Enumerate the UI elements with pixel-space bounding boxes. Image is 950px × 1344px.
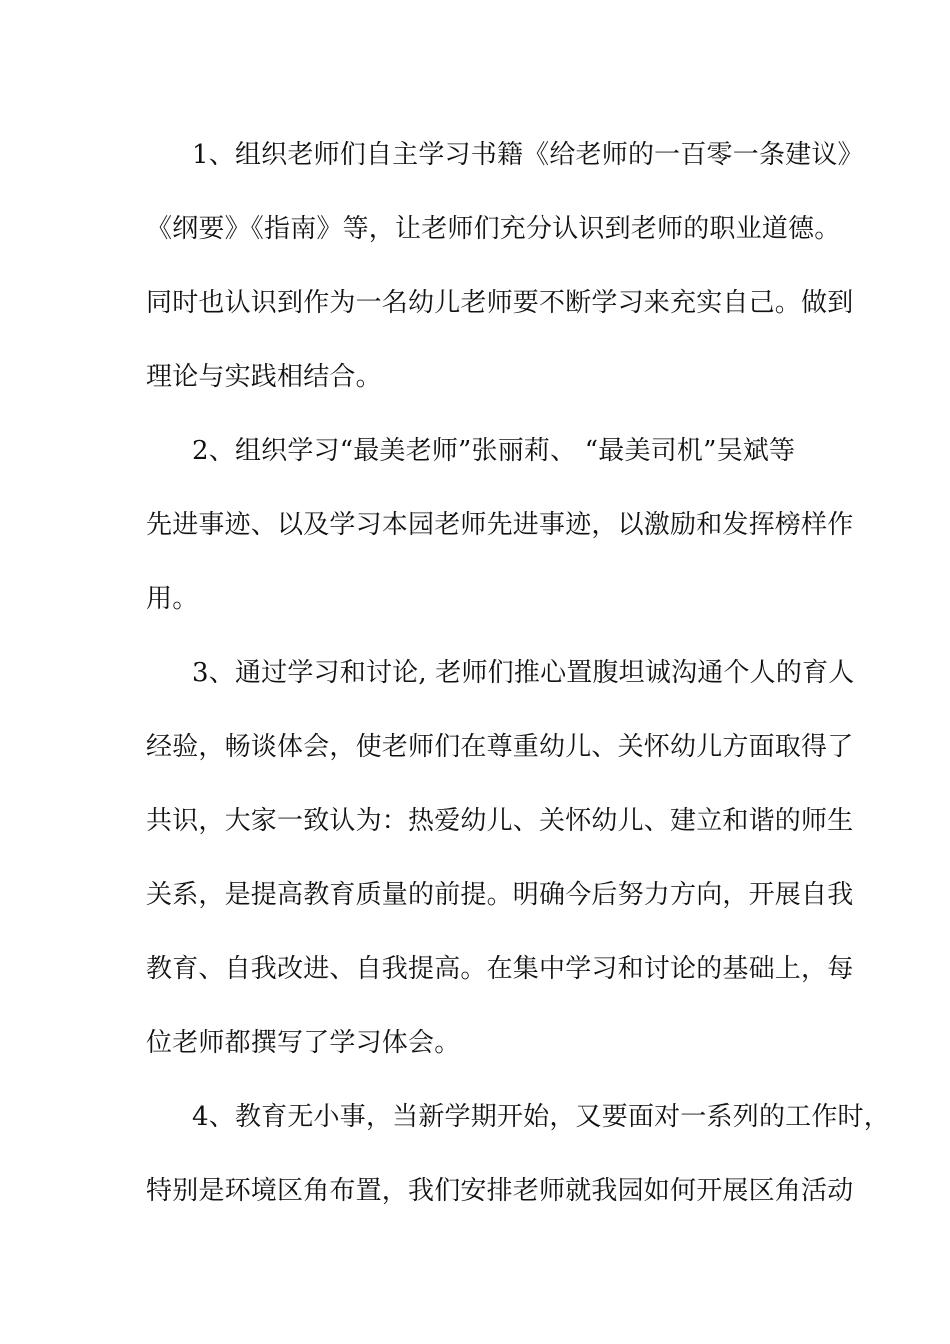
document-body — [146, 118, 890, 1228]
paragraph-1-line-4: 理论与实践相结合。 — [146, 362, 382, 392]
paragraph-3-line-3: 共识，大家一致认为：热爱幼儿、关怀幼儿、建立和谐的师生 — [146, 806, 854, 836]
paragraph-4-line-1: 4、教育无小事，当新学期开始，又要面对一系列的工作时， — [192, 1102, 890, 1132]
paragraph-1-line-3: 同时也认识到作为一名幼儿老师要不断学习来充实自己。做到 — [146, 288, 854, 318]
paragraph-3-line-4: 关系，是提高教育质量的前提。明确今后努力方向，开展自我 — [146, 880, 854, 910]
paragraph-2-line-3: 用。 — [146, 584, 199, 614]
paragraph-3-line-1: 3、通过学习和讨论, 老师们推心置腹坦诚沟通个人的育人 — [192, 658, 855, 688]
paragraph-3-line-2: 经验，畅谈体会，使老师们在尊重幼儿、关怀幼儿方面取得了 — [146, 732, 854, 762]
paragraph-2-line-1: 2、组织学习“最美老师”张丽莉、 “最美司机”吴斌等 — [192, 436, 796, 466]
paragraph-2-line-2: 先进事迹、以及学习本园老师先进事迹，以激励和发挥榜样作 — [146, 510, 854, 540]
paragraph-3-line-5: 教育、自我改进、自我提高。在集中学习和讨论的基础上，每 — [146, 954, 854, 984]
paragraph-1-line-2: 《纲要》《指南》等，让老师们充分认识到老师的职业道德。 — [146, 214, 841, 244]
paragraph-1-line-1: 1、组织老师们自主学习书籍《给老师的一百零一条建议》 — [192, 140, 864, 170]
paragraph-4-line-2: 特别是环境区角布置，我们安排老师就我园如何开展区角活动 — [146, 1176, 854, 1206]
paragraph-3-line-6: 位老师都撰写了学习体会。 — [146, 1028, 461, 1058]
